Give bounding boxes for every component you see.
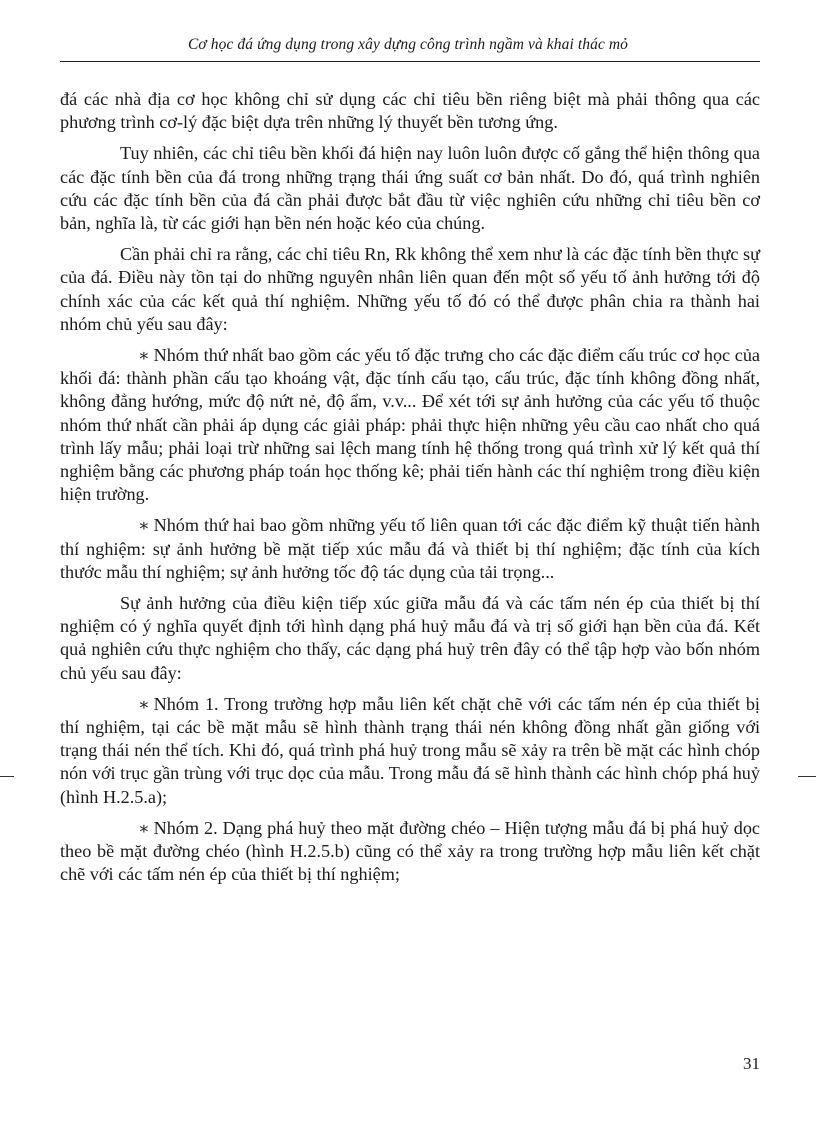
running-header: Cơ học đá ứng dụng trong xây dựng công trình ngầm và khai thác mỏ — [187, 36, 629, 53]
paragraph-4-text: Nhóm thứ nhất bao gồm các yếu tố đặc trưng cho các đặc điểm cấu trúc cơ học của khối đá: thành phần cấu tạo khoáng vật, đặc tính cấu tạo, cấu trúc, đặc tính không đồng nhất, không đẳng hướng, mức độ nứt nẻ, độ ẩm, v.v... Để xét tới sự ảnh hưởng của các yếu tố thuộc nhóm thứ nhất cần phải áp dụng các giải pháp: phải thực hiện những yêu cầu cao nhất cho quá trình lấy mẫu; phải loại trừ những sai lệch mang tính hệ thống trong quá trình xử lý kết quả thí nghiệm bằng các phương pháp toán học thống kê; phải tiến hành các thí nghiệm trong điều kiện hiện trường. — [60, 345, 760, 505]
bullet-paragraph-group-3 — [60, 693, 760, 809]
bullet-star-icon: ∗ — [138, 818, 150, 838]
bullet-star-icon: ∗ — [138, 694, 150, 714]
bullet-paragraph-group-1 — [60, 344, 760, 506]
paragraph-2: Tuy nhiên, các chỉ tiêu bền khối đá hiện nay luôn luôn được cố gắng thể hiện thông qua các đặc tính bền của đá trong những trạng thái ứng suất cơ bản nhất. Do đó, quá trình nghiên cứu các đặc tính bền của đá cần phải được bắt đầu từ việc nghiên cứu những chỉ tiêu bền cơ bản, nghĩa là, từ các giới hạn bền nén hoặc kéo của chúng. — [60, 143, 760, 234]
paragraph-7-text: Nhóm 1. Trong trường hợp mẫu liên kết chặt chẽ với các tấm nén ép của thiết bị thí nghiệm, tại các bề mặt mẫu sẽ hình thành trạng thái nén không đồng nhất gần giống với trạng thái nén thể tích. Khi đó, quá trình phá huỷ trong mẫu sẽ xảy ra trên bề mặt các hình chóp nón với trục gần trùng với trục dọc của mẫu. Trong mẫu đá sẽ hình thành các hình chóp phá huỷ (hình H.2.5.a); — [60, 693, 760, 807]
paragraph-5-text: Nhóm thứ hai bao gồm những yếu tố liên quan tới các đặc điểm kỹ thuật tiến hành thí nghiệm: sự ảnh hưởng bề mặt tiếp xúc mẫu đá và thiết bị thí nghiệm; đặc tính của kích thước mẫu thí nghiệm; sự ảnh hưởng tốc độ tác dụng của tải trọng... — [60, 515, 760, 582]
paragraph-6: Sự ảnh hưởng của điều kiện tiếp xúc giữa mẫu đá và các tấm nén ép của thiết bị thí nghiệm có ý nghĩa quyết định tới hình dạng phá huỷ mẫu đá và trị số giới hạn bền của đá. Kết quả nghiên cứu thực nghiệm cho thấy, các dạng phá huỷ trên đây có thể tập hợp vào bốn nhóm chủ yếu sau đây: — [60, 593, 760, 683]
margin-mark-left — [0, 776, 14, 777]
page-number: 31 — [743, 1054, 760, 1073]
bullet-paragraph-group-2 — [60, 514, 760, 584]
paragraph-3: Cần phải chỉ ra rằng, các chỉ tiêu Rn, Rk không thể xem như là các đặc tính bền thực sự của đá. Điều này tồn tại do những nguyên nhân liên quan đến một số yếu tố ảnh hưởng tới độ chính xác của các kết quả thí nghiệm. Những yếu tố đó có thể được phân chia ra thành hai nhóm chủ yếu sau đây: — [60, 244, 760, 334]
paragraph-8-text: Nhóm 2. Dạng phá huỷ theo mặt đường chéo – Hiện tượng mẫu đá bị phá huỷ dọc theo bề mặt đường chéo (hình H.2.5.b) cũng có thể xảy ra trong trường hợp mẫu liên kết chặt chẽ với các tấm nén ép của thiết bị thí nghiệm; — [60, 817, 760, 885]
bullet-star-icon: ∗ — [138, 516, 150, 536]
paragraph-1: đá các nhà địa cơ học không chỉ sử dụng các chỉ tiêu bền riêng biệt mà phải thông qua các phương trình cơ-lý đặc biệt dựa trên những lý thuyết bền tương ứng. — [60, 89, 760, 133]
header-rule — [60, 61, 760, 62]
margin-mark-right — [798, 776, 816, 777]
bullet-star-icon: ∗ — [138, 346, 150, 366]
bullet-paragraph-group-4 — [60, 817, 760, 887]
body-text — [60, 88, 760, 895]
